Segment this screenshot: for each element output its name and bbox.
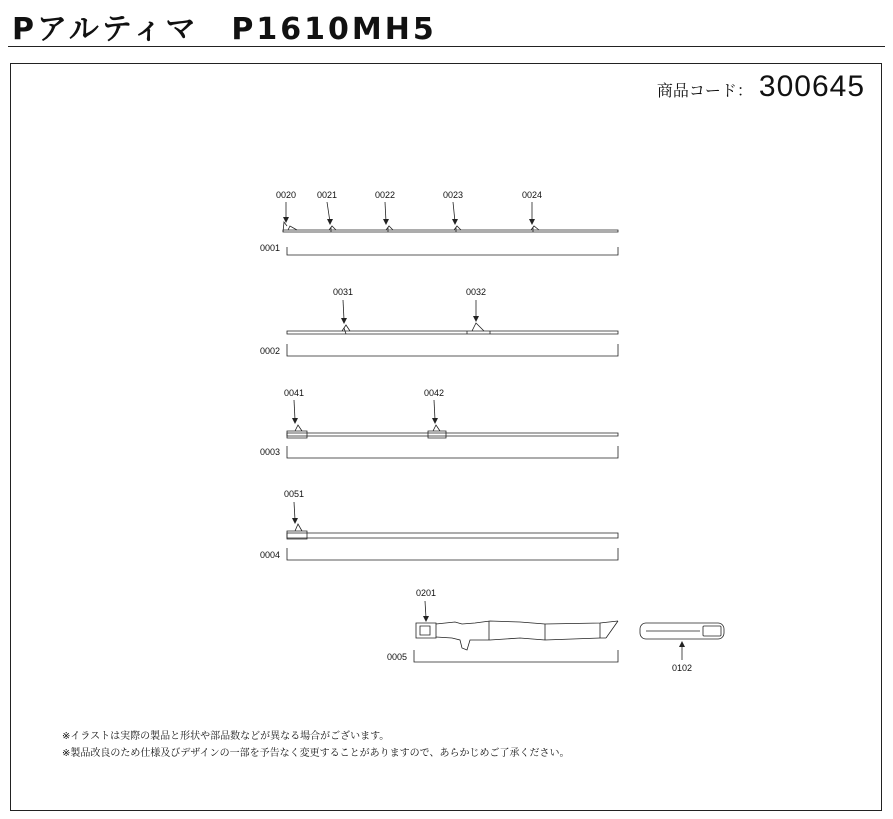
note-illustration: ※イラストは実際の製品と形状や部品数などが異なる場合がございます。	[62, 731, 390, 742]
note-specification: ※製品改良のため仕様及びデザインの一部を予告なく変更することがありますので、あらかじめご了承ください。	[62, 748, 570, 759]
section-0001-bracket	[287, 247, 618, 255]
section-0005-handle	[416, 621, 618, 650]
section-label-0001: 0001	[259, 243, 281, 253]
accessory-0102-cap	[640, 623, 724, 639]
section-0005-bracket	[414, 650, 618, 662]
section-0002-rod	[287, 323, 618, 334]
part-label-0022: 0022	[374, 190, 396, 200]
section-0004-bracket	[287, 548, 618, 560]
part-label-0023: 0023	[442, 190, 464, 200]
section-label-0005: 0005	[386, 652, 408, 662]
section-0005-arrow	[425, 601, 426, 618]
arrowheads	[283, 217, 685, 647]
section-0001-arrows	[286, 202, 532, 222]
part-label-0021: 0021	[316, 190, 338, 200]
section-0004-arrows	[294, 502, 295, 520]
part-label-0024: 0024	[521, 190, 543, 200]
disclaimer-notes	[62, 728, 569, 762]
section-0003-arrows	[294, 400, 435, 420]
part-label-0032: 0032	[465, 287, 487, 297]
part-label-0051: 0051	[283, 489, 305, 499]
product-code-value: 300645	[758, 70, 865, 103]
part-label-0102: 0102	[671, 663, 693, 673]
part-label-0041: 0041	[283, 388, 305, 398]
page-title: Pアルティマ P1610MH5	[12, 12, 437, 47]
section-label-0003: 0003	[259, 447, 281, 457]
section-0004-rod	[287, 524, 618, 539]
part-label-0031: 0031	[332, 287, 354, 297]
part-label-0042: 0042	[423, 388, 445, 398]
section-0003-rod	[287, 425, 618, 438]
section-0002-bracket	[287, 344, 618, 356]
section-0002-arrows	[343, 300, 476, 320]
part-label-0020: 0020	[275, 190, 297, 200]
section-label-0004: 0004	[259, 550, 281, 560]
section-label-0002: 0002	[259, 346, 281, 356]
product-code-label: 商品コード：	[656, 81, 753, 100]
section-0003-bracket	[287, 446, 618, 458]
section-0001-rod	[283, 222, 618, 232]
part-label-0201: 0201	[415, 588, 437, 598]
